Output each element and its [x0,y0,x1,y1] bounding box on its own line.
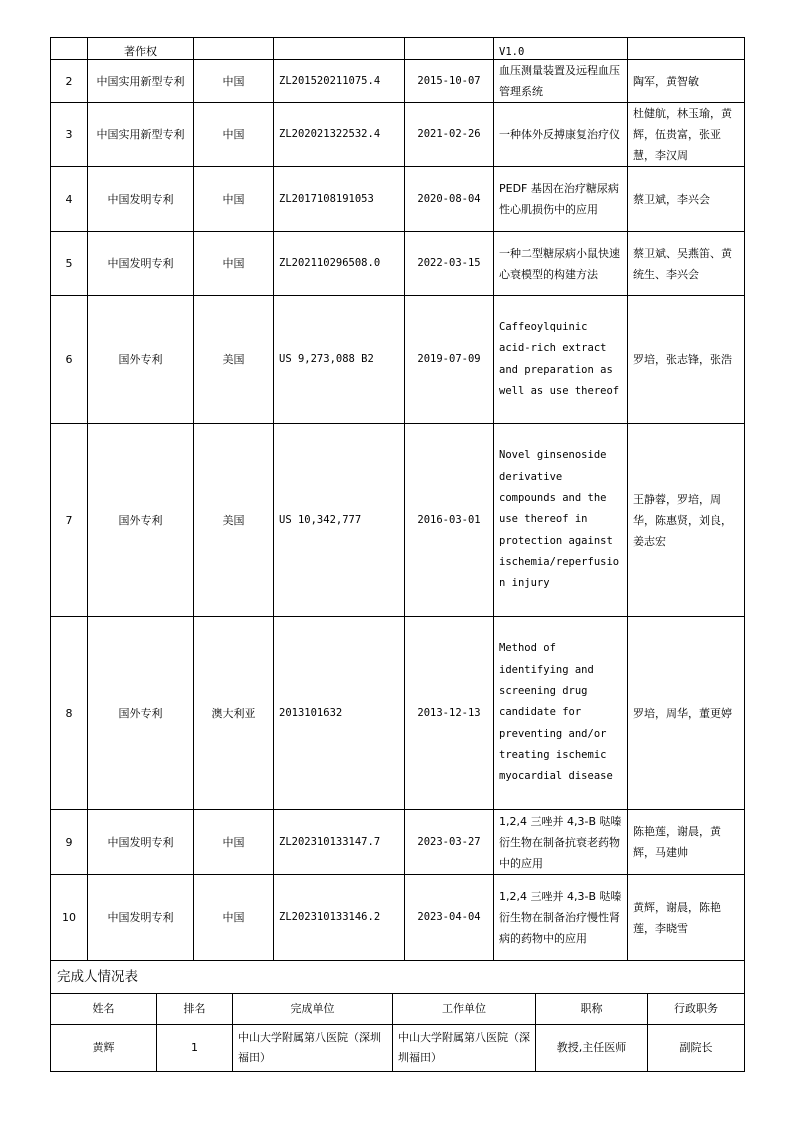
cell-inventors: 罗培，周华，董更婷 [628,617,745,810]
cell-type: 国外专利 [88,296,194,424]
header-admin: 行政职务 [648,994,745,1025]
cell-number: ZL202110296508.0 [274,232,405,296]
cell-index: 4 [51,167,88,232]
cell-type: 中国发明专利 [88,232,194,296]
cell-index: 5 [51,232,88,296]
cell-inventors: 蔡卫斌、吴燕笛、黄统生、李兴会 [628,232,745,296]
cell-type: 中国实用新型专利 [88,103,194,167]
cell-unit: 中山大学附属第八医院（深圳福田） [233,1025,393,1072]
cell-name: 血压测量装置及远程血压管理系统 [494,60,628,103]
cell-type: 中国发明专利 [88,167,194,232]
cell-name: 一种体外反搏康复治疗仪 [494,103,628,167]
cell-name: 1,2,4 三唑并 4,3-B 哒嗪衍生物在制备抗衰老药物中的应用 [494,810,628,875]
header-row [51,994,745,1025]
cell-number: ZL202310133146.2 [274,875,405,961]
cell-number: ZL2017108191053 [274,167,405,232]
section-title: 完成人情况表 [51,961,745,994]
cell-inventors: 蔡卫斌，李兴会 [628,167,745,232]
patent-table [50,37,745,961]
cell-number: ZL202021322532.4 [274,103,405,167]
cell-country: 中国 [194,875,274,961]
document-page [50,37,744,1072]
cell-admin: 副院长 [648,1025,745,1072]
table-row [51,167,745,232]
cell-inventors: 陶军，黄智敏 [628,60,745,103]
cell-name: Novel ginsenoside derivative compounds and the use thereof in protection against ischemia/reperfusion injury [494,424,628,617]
cell-type: 国外专利 [88,424,194,617]
cell-number [274,38,405,60]
cell-date [405,38,494,60]
table-row [51,60,745,103]
cell-country: 美国 [194,424,274,617]
table-row [51,1025,745,1072]
table-row [51,875,745,961]
cell-type: 中国发明专利 [88,875,194,961]
cell-country: 中国 [194,60,274,103]
cell-date: 2016-03-01 [405,424,494,617]
cell-name: Caffeoylquinic acid-rich extract and preparation as well as use thereof [494,296,628,424]
cell-work: 中山大学附属第八医院（深圳福田） [393,1025,536,1072]
cell-number: US 9,273,088 B2 [274,296,405,424]
cell-date: 2013-12-13 [405,617,494,810]
header-title: 职称 [536,994,648,1025]
cell-inventors [628,38,745,60]
cell-country [194,38,274,60]
cell-rank: 1 [157,1025,233,1072]
cell-country: 中国 [194,103,274,167]
table-row [51,296,745,424]
cell-country: 中国 [194,232,274,296]
cell-index: 3 [51,103,88,167]
cell-date: 2020-08-04 [405,167,494,232]
cell-index: 6 [51,296,88,424]
completer-table [50,961,745,1072]
cell-date: 2023-03-27 [405,810,494,875]
header-work: 工作单位 [393,994,536,1025]
cell-index: 2 [51,60,88,103]
cell-inventors: 王静蓉，罗培，周华，陈惠贤，刘良，姜志宏 [628,424,745,617]
cell-title: 教授,主任医师 [536,1025,648,1072]
cell-inventors: 陈艳莲，谢晨，黄辉，马建帅 [628,810,745,875]
cell-number: ZL201520211075.4 [274,60,405,103]
cell-type: 中国发明专利 [88,810,194,875]
cell-index: 10 [51,875,88,961]
table-row [51,103,745,167]
cell-country: 美国 [194,296,274,424]
cell-country: 中国 [194,167,274,232]
cell-date: 2015-10-07 [405,60,494,103]
cell-name: PEDF 基因在治疗糖尿病性心肌损伤中的应用 [494,167,628,232]
cell-date: 2019-07-09 [405,296,494,424]
section-header-row [51,961,745,994]
cell-name: 一种二型糖尿病小鼠快速心衰模型的构建方法 [494,232,628,296]
cell-type: 著作权 [88,38,194,60]
cell-inventors: 罗培，张志锋，张浩 [628,296,745,424]
cell-index: 9 [51,810,88,875]
table-row [51,38,745,60]
cell-date: 2023-04-04 [405,875,494,961]
cell-date: 2021-02-26 [405,103,494,167]
header-name: 姓名 [51,994,157,1025]
table-row [51,617,745,810]
cell-country: 中国 [194,810,274,875]
cell-name: Method of identifying and screening drug candidate for preventing and/or treating ischemic myocardial disease [494,617,628,810]
cell-index: 8 [51,617,88,810]
cell-number: 2013101632 [274,617,405,810]
cell-index [51,38,88,60]
cell-index: 7 [51,424,88,617]
cell-name: 1,2,4 三唑并 4,3-B 哒嗪衍生物在制备治疗慢性肾病的药物中的应用 [494,875,628,961]
cell-inventors: 黄辉，谢晨，陈艳莲，李晓雪 [628,875,745,961]
cell-country: 澳大利亚 [194,617,274,810]
table-row [51,810,745,875]
cell-name: V1.0 [494,38,628,60]
table-row [51,232,745,296]
header-unit: 完成单位 [233,994,393,1025]
cell-type: 国外专利 [88,617,194,810]
cell-name: 黄辉 [51,1025,157,1072]
cell-type: 中国实用新型专利 [88,60,194,103]
table-row [51,424,745,617]
cell-date: 2022-03-15 [405,232,494,296]
cell-number: ZL202310133147.7 [274,810,405,875]
header-rank: 排名 [157,994,233,1025]
cell-number: US 10,342,777 [274,424,405,617]
cell-inventors: 杜健航，林玉瑜，黄辉，伍贵富，张亚慧，李汉周 [628,103,745,167]
